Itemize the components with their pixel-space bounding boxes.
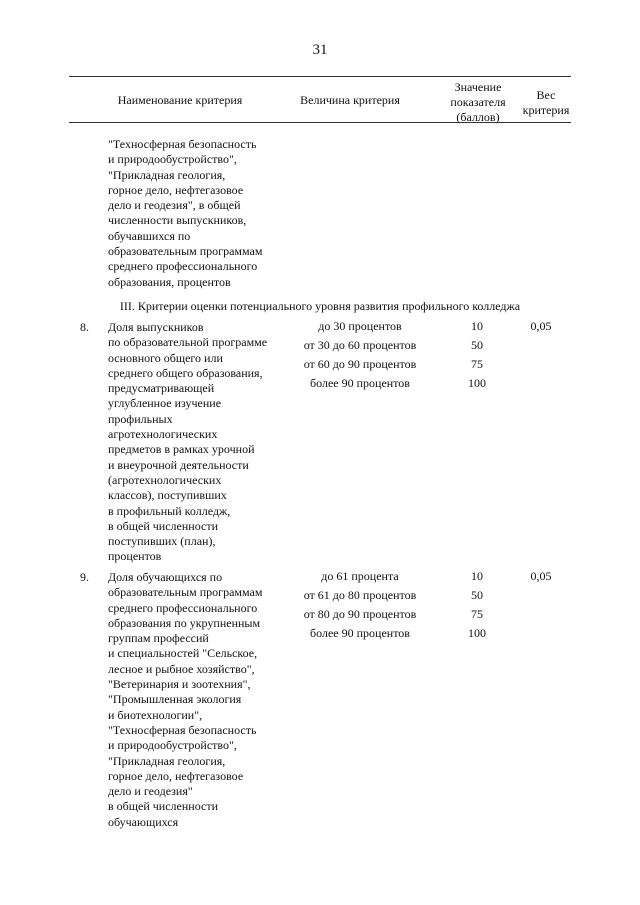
- indicator-score: 10: [471, 569, 483, 583]
- criterion-value: от 80 до 90 процентов: [303, 607, 417, 621]
- table-header-rule: [69, 122, 571, 123]
- criterion-name: Доля обучающихся по образовательным программам среднего профессионального образования по укрупненным группам профессий и специальностей "Сельское, лесное и рыбное хозяйство", "Ветеринария и зоотехния", "Промышленная экология и биотехнологии", "Техносферная безопасность и природообустройство", "Прикладная геология, горное дело, нефтегазовое дело и геодезия" в общей численности обучающихся: [108, 570, 263, 829]
- section-title: III. Критерии оценки потенциального уровня развития профильного колледжа: [119, 299, 521, 313]
- header-criterion-value: Величина критерия: [300, 93, 400, 107]
- indicator-score: 10: [471, 319, 483, 333]
- criterion-value: более 90 процентов: [310, 626, 410, 640]
- criterion-values: [285, 567, 435, 643]
- indicator-scores: [445, 317, 509, 393]
- criterion-value: от 61 до 80 процентов: [303, 588, 417, 602]
- header-criterion-weight: Вес критерия: [522, 88, 570, 117]
- indicator-score: 100: [468, 626, 486, 640]
- criterion-value: до 30 процентов: [318, 319, 402, 333]
- criterion-name: Доля выпускников по образовательной программе основного общего или среднего общего образования, предусматривающей углубленное изучение профильных агротехнологических предметов в рамках урочной и внеурочной деятельности (агротехнологических классов), поступивших в профильный колледж, в общей численности поступивших (план), процентов: [108, 320, 268, 564]
- criterion-values: [285, 317, 435, 393]
- criterion-value: от 60 до 90 процентов: [303, 357, 417, 371]
- indicator-scores: [445, 567, 509, 643]
- header-criterion-name: Наименование критерия: [117, 93, 243, 107]
- page-number: 31: [312, 42, 328, 58]
- header-indicator-score: Значение показателя (баллов): [450, 80, 506, 124]
- row-number: 8.: [80, 320, 89, 334]
- indicator-score: 50: [471, 588, 483, 602]
- continuation-text: "Техносферная безопасность и природообустройство", "Прикладная геология, горное дело, нефтегазовое дело и геодезия", в общей численности выпускников, обучавшихся по образовательным программам среднего профессионального образования, процентов: [108, 137, 263, 289]
- row-number: 9.: [80, 570, 89, 584]
- indicator-score: 50: [471, 338, 483, 352]
- criterion-value: от 30 до 60 процентов: [303, 338, 417, 352]
- indicator-score: 75: [471, 357, 483, 371]
- criterion-value: до 61 процента: [321, 569, 399, 583]
- criterion-weight: 0,05: [530, 319, 552, 333]
- criterion-value: более 90 процентов: [310, 376, 410, 390]
- table-top-rule: [69, 76, 571, 77]
- indicator-score: 100: [468, 376, 486, 390]
- criterion-weight: 0,05: [530, 569, 552, 583]
- indicator-score: 75: [471, 607, 483, 621]
